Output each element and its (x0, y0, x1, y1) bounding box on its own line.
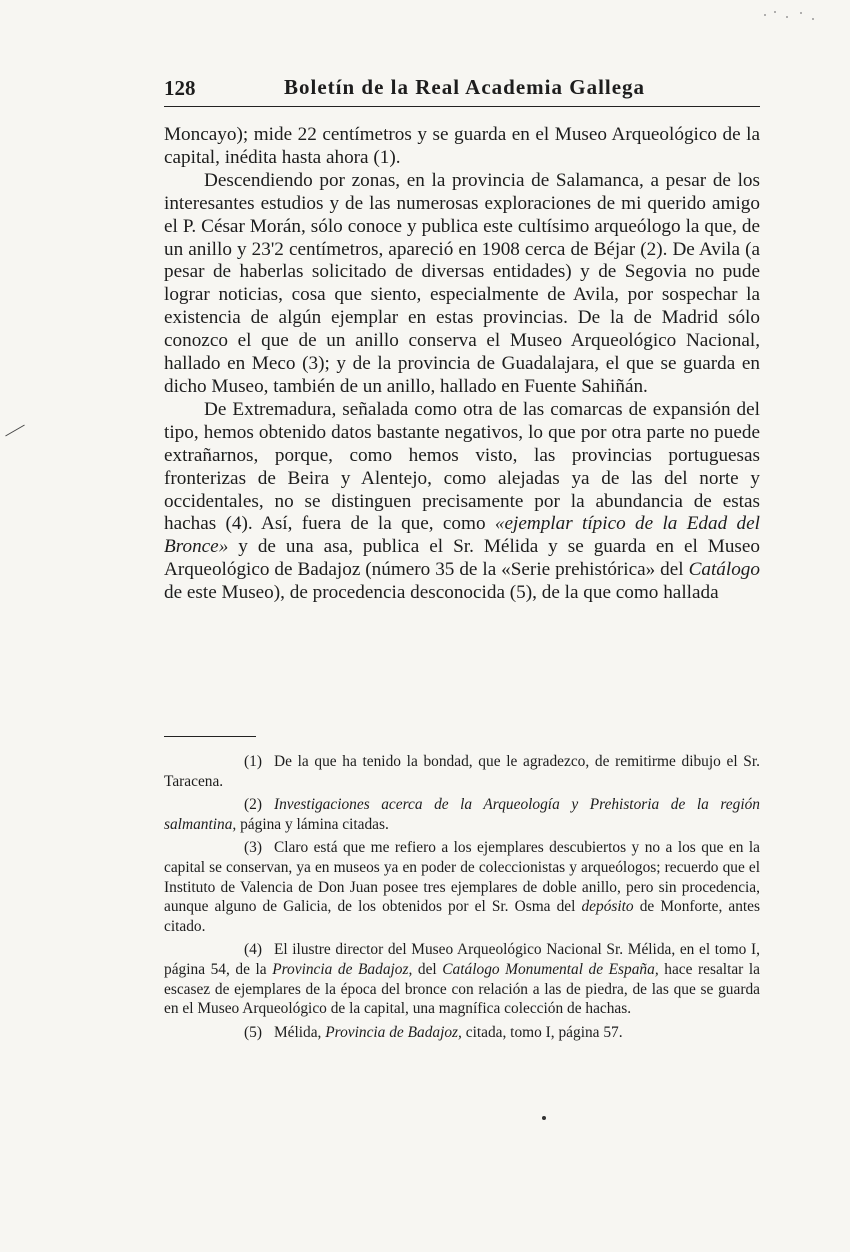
footnote-1-text: De la que ha tenido la bondad, que le agradezco, de remitirme dibujo el Sr. Taracena. (164, 753, 760, 790)
footnote-2-text: página y lámina citadas. (236, 815, 389, 833)
paragraph-3-part-b: y de una asa, publica el Sr. Mélida y se guarda en el Museo Arqueológico de Badajoz (número 35 de la «Serie prehistórica» del (164, 536, 760, 581)
footnote-3-part-b: de Monforte, antes citado. (164, 898, 760, 935)
journal-title: Boletín de la Real Academia Gallega (284, 75, 646, 99)
footnote-4-number: (4) (244, 941, 262, 959)
footnote-3 (164, 838, 760, 936)
paragraph-3-quote: «ejemplar típico de la Edad del Bronce» (164, 513, 760, 558)
footnote-4 (164, 940, 760, 1018)
footnote-5 (164, 1023, 760, 1043)
footnote-3-number: (3) (244, 839, 262, 857)
footnote-3-part-a: Claro está que me refiero a los ejemplares descubiertos y no a los que en la capital se conservan, ya en museos ya en poder de coleccionistas y arqueólogos; recuerdo que el Instituto de Valencia de Don Juan posee tres ejemplares de doble anillo, pero sin procedencia, aunque alguno de Galicia, de los obtenidos por el Sr. Osma del (164, 839, 760, 916)
footnote-5-part-a: Mélida, (273, 1023, 326, 1041)
page-number: 128 (164, 76, 196, 100)
paragraph-3-part-a: De Extremadura, señalada como otra de las comarcas de expansión del tipo, hemos obtenido datos bastante negativos, lo que por otra parte no puede extrañarnos, porque, como hemos visto, las provincias portuguesas fronterizas de Beira y Alentejo, como alejadas ya de las del norte y occidentales, no se distinguen precisamente por la abundancia de estas hachas (4). Así, fuera de la que, como (164, 398, 760, 535)
footnote-1-number: (1) (244, 753, 262, 770)
paragraph-2: Descendiendo por zonas, en la provincia de Salamanca, a pesar de los interesantes estudios y de las numerosas exploraciones de mi querido amigo el P. César Morán, sólo conoce y publica este cultísimo arqueólogo la que, de un anillo y 23'2 centímetros, apareció en 1908 cerca de Béjar (2). De Avila (a pesar de haberlas solicitado de diversas entidades) y de Segovia no pude lograr noticias, cosa que siento, especialmente de Avila, por sospechar la existencia de algún ejemplar en estas provincias. De la de Madrid sólo conozco el que de un anillo conserva el Museo Arqueológico Nacional, hallado en Meco (3); y de la provincia de Guadalajara, el que se guarda en dicho Museo, también de un anillo, hallado en Fuente Sahiñán. (164, 169, 760, 397)
page-header (164, 70, 760, 104)
margin-pencil-mark (5, 425, 25, 437)
footnote-2 (164, 795, 760, 834)
footnote-4-catalogo: Catálogo Monumental de España, (442, 960, 659, 978)
footnote-4-part-c: hace resaltar la escasez de ejemplares de la época del bronce con relación a las de piedra, de las que se guarda en el Museo Arqueológico de la capital, una magnífica colección de hachas. (164, 960, 760, 1018)
ink-dot (542, 1116, 546, 1120)
footnote-4-part-a: El ilustre director del Museo Arqueológico Nacional Sr. Mélida, en el tomo I, página 54, de la (164, 941, 760, 978)
scan-speckle (760, 8, 820, 24)
footnote-5-number: (5) (244, 1023, 262, 1041)
body-text (164, 124, 760, 605)
footnote-5-part-b: citada, tomo I, página 57. (461, 1023, 623, 1041)
footnote-4-part-b: del (412, 960, 443, 978)
paragraph-1: Moncayo); mide 22 centímetros y se guarda en el Museo Arqueológico de la capital, inédita hasta ahora (1). (164, 124, 760, 168)
footnote-rule (164, 736, 256, 737)
footnote-4-provincia: Provincia de Badajoz, (272, 960, 413, 978)
paragraph-3-part-c: de este Museo), de procedencia desconocida (5), de la que como hallada (164, 582, 719, 604)
footnote-1 (164, 752, 760, 791)
footnote-3-deposito: depósito (581, 898, 634, 916)
paragraph-3-catalogo: Catálogo (688, 559, 760, 581)
footnotes (164, 752, 760, 1046)
footnote-5-provincia: Provincia de Badajoz, (325, 1023, 462, 1041)
paragraph-3 (164, 399, 760, 605)
header-rule (164, 106, 760, 107)
footnote-2-title: Investigaciones acerca de la Arqueología y Prehistoria de la región salmantina, (164, 796, 760, 833)
footnote-2-number: (2) (244, 796, 262, 814)
